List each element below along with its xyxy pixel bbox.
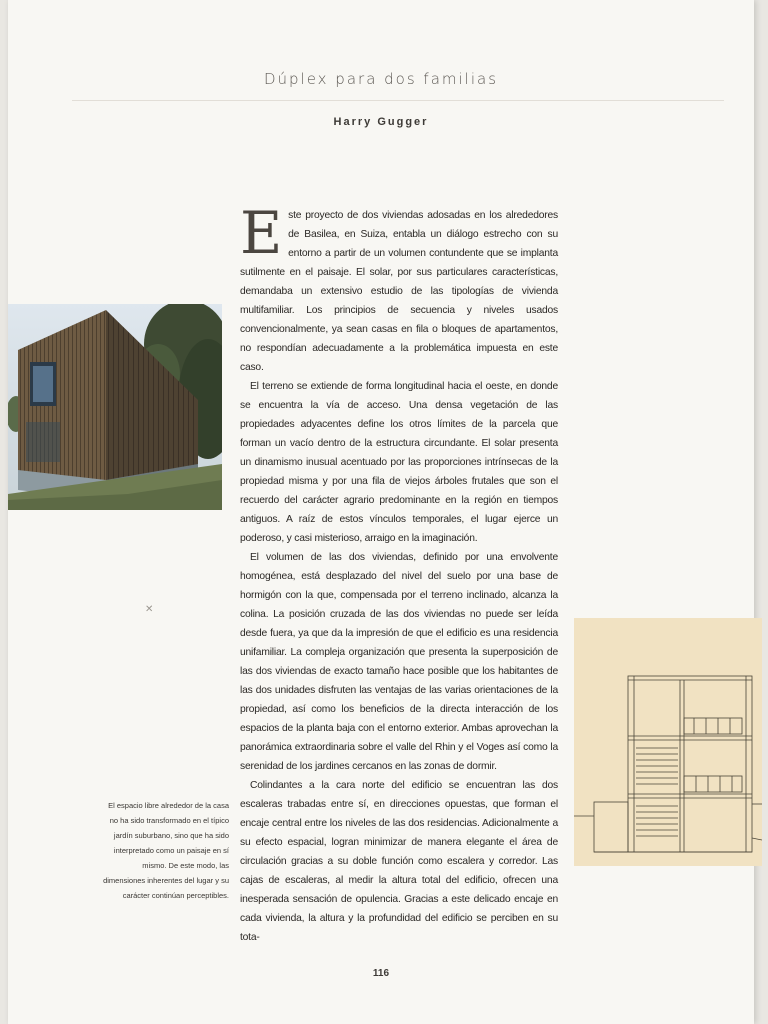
section-drawing (574, 618, 762, 866)
title-divider (72, 100, 724, 101)
paragraph-1 (240, 199, 558, 377)
paragraph-2: El terreno se extiende de forma longitudinal hacia el oeste, en donde se encuentra la vía de acceso. Una densa vegetación de las propiedades adyacentes define los otros límites de la parcela que forman un vacío dentro de la estructura circundante. El solar presenta un dinamismo inusual acentuado por las proporciones intrínsecas de la propiedad misma y por una fila de viejos árboles frutales que son el recuerdo del carácter agrario predominante en la región en tiempos antiguos. A raíz de estos vínculos temporales, el lugar ejerce un poderoso, y casi misterioso, arraigo en la imaginación. (240, 381, 558, 544)
house-photo (8, 304, 222, 510)
article-author: Harry Gugger (333, 116, 429, 128)
house-photo-image (8, 304, 222, 510)
article-body (240, 199, 558, 947)
page-number: 116 (372, 968, 390, 979)
article-title: Dúplex para dos familias (263, 70, 499, 88)
drop-cap: E (240, 199, 283, 267)
page (8, 0, 754, 1024)
margin-mark: ✕ (145, 604, 154, 615)
section-drawing-image (574, 618, 762, 866)
paragraph-3: El volumen de las dos viviendas, definido por una envolvente homogénea, está desplazado del nivel del suelo por una base de hormigón con la que, compensada por el terreno inclinado, alcanza la colina. La posición cruzada de las dos viviendas no puede ser leída desde fuera, ya que da la impresión de que el edificio es una residencia unifamiliar. La compleja organización que presenta la superposición de las dos viviendas de exacto tamaño hace posible que los habitantes de las dos unidades disfruten las ventajas de las varias orientaciones de la propiedad, así como los beneficios de la directa interacción de los espacios de la planta baja con el entorno exterior. Ambas aprovechan la panorámica extraordinaria sobre el valle del Rhin y el Voges así como la serenidad de los jardines cercanos en las zonas de dormir. (240, 552, 558, 772)
paragraph-4: Colindantes a la cara norte del edificio se encuentran las dos escaleras trabadas entre sí, en direcciones opuestas, que forman el encaje central entre los niveles de las dos residencias. Adicionalmente a su efecto espacial, logran minimizar de manera elegante el área de circulación gracias a su doble función como escalera y corredor. Las cajas de escaleras, al medir la altura total del edificio, ofrecen una inesperada sensación de opulencia. Gracias a este delicado encaje en cada vivienda, la altura y la profundidad del edificio se perciben en su tota- (240, 780, 558, 943)
paragraph-1-text: ste proyecto de dos viviendas adosadas en los alrededores de Basilea, en Suiza, entabla un diálogo estrecho con su entorno a partir de un volumen contundente que se implanta sutilmente en el paisaje. El solar, por sus particulares características, demandaba un extensivo estudio de las tipologías de vivienda multifamiliar. Los principios de secuencia y niveles usados convencionalmente, ya sean casas en fila o bloques de apartamentos, no respondían adecuadamente a la problemática impuesta en este caso. (240, 210, 558, 373)
photo-caption: El espacio libre alrededor de la casa no ha sido transformado en el típico jardín suburbano, sino que ha sido interpretado como un paisaje en sí mismo. De este modo, las dimensiones inherentes del lugar y su carácter continúan perceptibles. (103, 801, 229, 900)
